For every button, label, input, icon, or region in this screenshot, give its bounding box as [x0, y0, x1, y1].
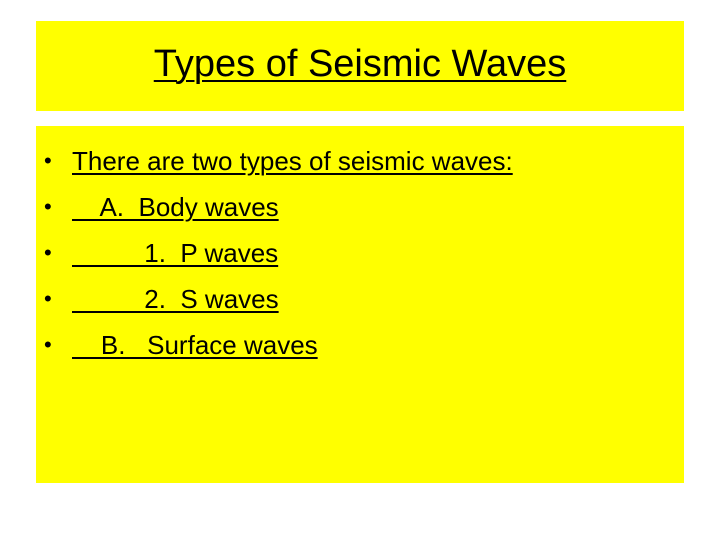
- bullet-item: [36, 138, 684, 184]
- bullet-item: [36, 184, 684, 230]
- bullet-text: B. Surface waves: [72, 330, 318, 360]
- bullet-text: 1. P waves: [72, 238, 279, 268]
- bullet-item: [36, 230, 684, 276]
- bullet-icon: •: [44, 148, 52, 173]
- title-panel: [36, 21, 684, 111]
- bullet-text: 2. S waves: [72, 284, 279, 314]
- bullet-list: [36, 138, 684, 368]
- bullet-item: [36, 322, 684, 368]
- bullet-item: [36, 276, 684, 322]
- bullet-icon: •: [44, 240, 52, 265]
- bullet-icon: •: [44, 286, 52, 311]
- bullet-icon: •: [44, 194, 52, 219]
- content-panel: [36, 126, 684, 483]
- slide-title: Types of Seismic Waves: [153, 42, 567, 85]
- bullet-text: A. Body waves: [72, 192, 279, 222]
- bullet-icon: •: [44, 332, 52, 357]
- bullet-text: There are two types of seismic waves:: [72, 146, 513, 176]
